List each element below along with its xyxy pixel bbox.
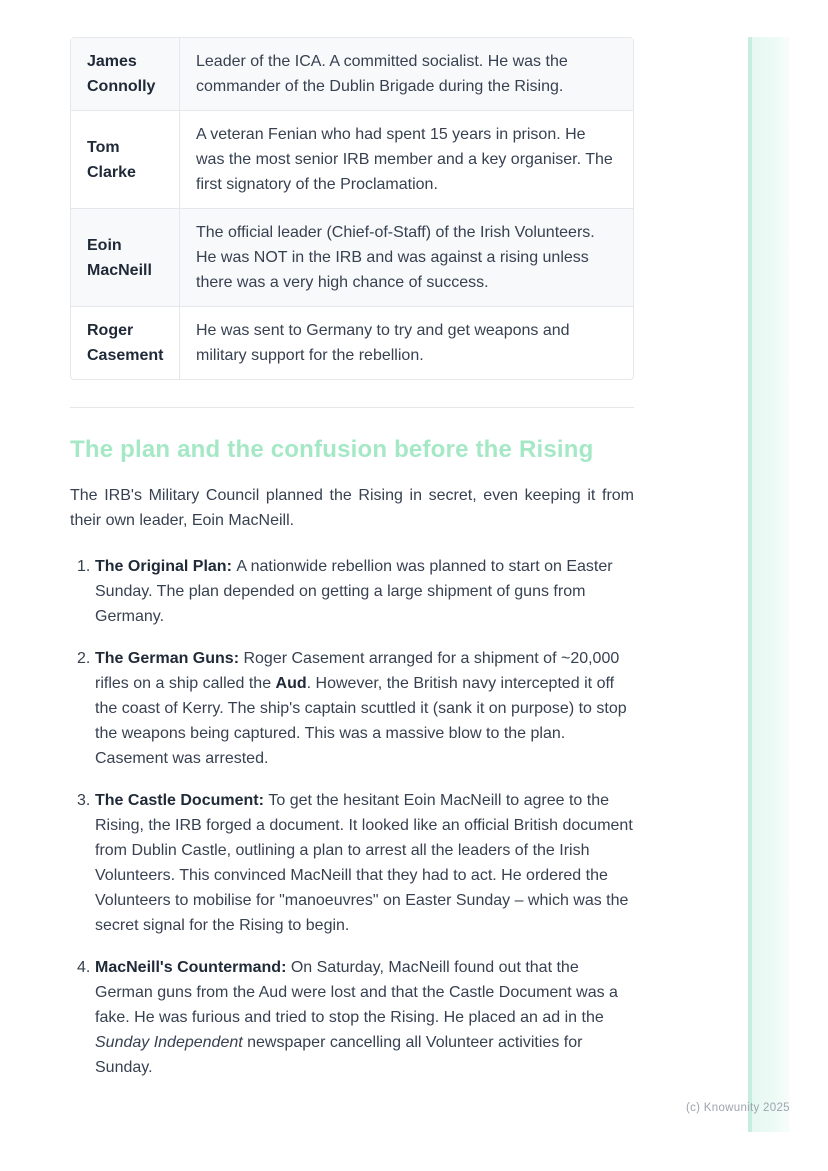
page-edge-stripe-fill: [752, 37, 790, 1132]
list-item-number: 3.: [77, 792, 91, 809]
list-item-text-segment: To get the hesitant Eoin MacNeill to agree to the Rising, the IRB forged a document. It looked like an official British document from Dublin Castle, outlining a plan to arrest all the leaders of the Irish Volunteers. This convinced MacNeill that they had to act. He ordered the Volunteers to mobilise for "manoeuvres" on Easter Sunday – which was the secret signal for the Rising to begin.: [95, 792, 633, 934]
list-item-text-segment: On Saturday, MacNeill found out that the German guns from the Aud were lost and that the Castle Document was a fake. He was furious and tried to stop the Rising. He placed an ad in the: [95, 959, 618, 1026]
leader-name-cell: Eoin MacNeill: [71, 209, 180, 306]
list-item-number: 2.: [77, 650, 91, 667]
section-divider: [70, 407, 634, 408]
leader-name-cell: Roger Casement: [71, 307, 180, 379]
list-item-number: 4.: [77, 959, 91, 976]
leader-name-cell: Tom Clarke: [71, 111, 180, 208]
list-item-text-segment: The German Guns:: [95, 650, 244, 667]
table-row: [71, 209, 633, 307]
leader-description-cell: A veteran Fenian who had spent 15 years in prison. He was the most senior IRB member and a key organiser. The first signatory of the Proclamation.: [196, 126, 613, 193]
list-item: [70, 554, 634, 629]
intro-paragraph: The IRB's Military Council planned the Rising in secret, even keeping it from their own leader, Eoin MacNeill.: [70, 487, 634, 529]
list-item-text-segment: The Original Plan:: [95, 558, 237, 575]
list-item-text-segment: . However, the British navy intercepted it off the coast of Kerry. The ship's captain scuttled it (sank it on purpose) to stop the weapons being captured. This was a massive blow to the plan. Casement was arrested.: [95, 675, 627, 767]
list-item-text-segment: newspaper cancelling all Volunteer activities for Sunday.: [95, 1034, 583, 1076]
list-item: [70, 646, 634, 771]
list-item-text-segment: A nationwide rebellion was planned to start on Easter Sunday. The plan depended on getting a large shipment of guns from Germany.: [95, 558, 613, 625]
list-item-text-segment: Sunday Independent: [95, 1034, 243, 1051]
list-item-text-segment: Roger Casement arranged for a shipment of ~20,000 rifles on a ship called the: [95, 650, 620, 692]
copyright-footer: (c) Knowunity 2025: [686, 1102, 790, 1114]
list-item-text-segment: MacNeill's Countermand:: [95, 959, 291, 976]
leaders-table: [70, 37, 634, 380]
table-row: [71, 111, 633, 209]
leader-description-cell: Leader of the ICA. A committed socialist. He was the commander of the Dublin Brigade during the Rising.: [196, 53, 568, 95]
page-content: [70, 37, 634, 1097]
list-item: [70, 788, 634, 938]
plan-list: [70, 554, 634, 1080]
table-row: [71, 38, 633, 111]
table-row: [71, 307, 633, 379]
leader-name-cell: James Connolly: [71, 38, 180, 110]
section-heading: The plan and the confusion before the Rising: [70, 436, 594, 463]
leader-description-cell: He was sent to Germany to try and get weapons and military support for the rebellion.: [196, 322, 570, 364]
leader-description-cell: The official leader (Chief-of-Staff) of the Irish Volunteers. He was NOT in the IRB and was against a rising unless there was a very high chance of success.: [196, 224, 595, 291]
list-item-text-segment: Aud: [275, 675, 307, 692]
list-item-number: 1.: [77, 558, 91, 575]
list-item-text-segment: The Castle Document:: [95, 792, 269, 809]
list-item: [70, 955, 634, 1080]
